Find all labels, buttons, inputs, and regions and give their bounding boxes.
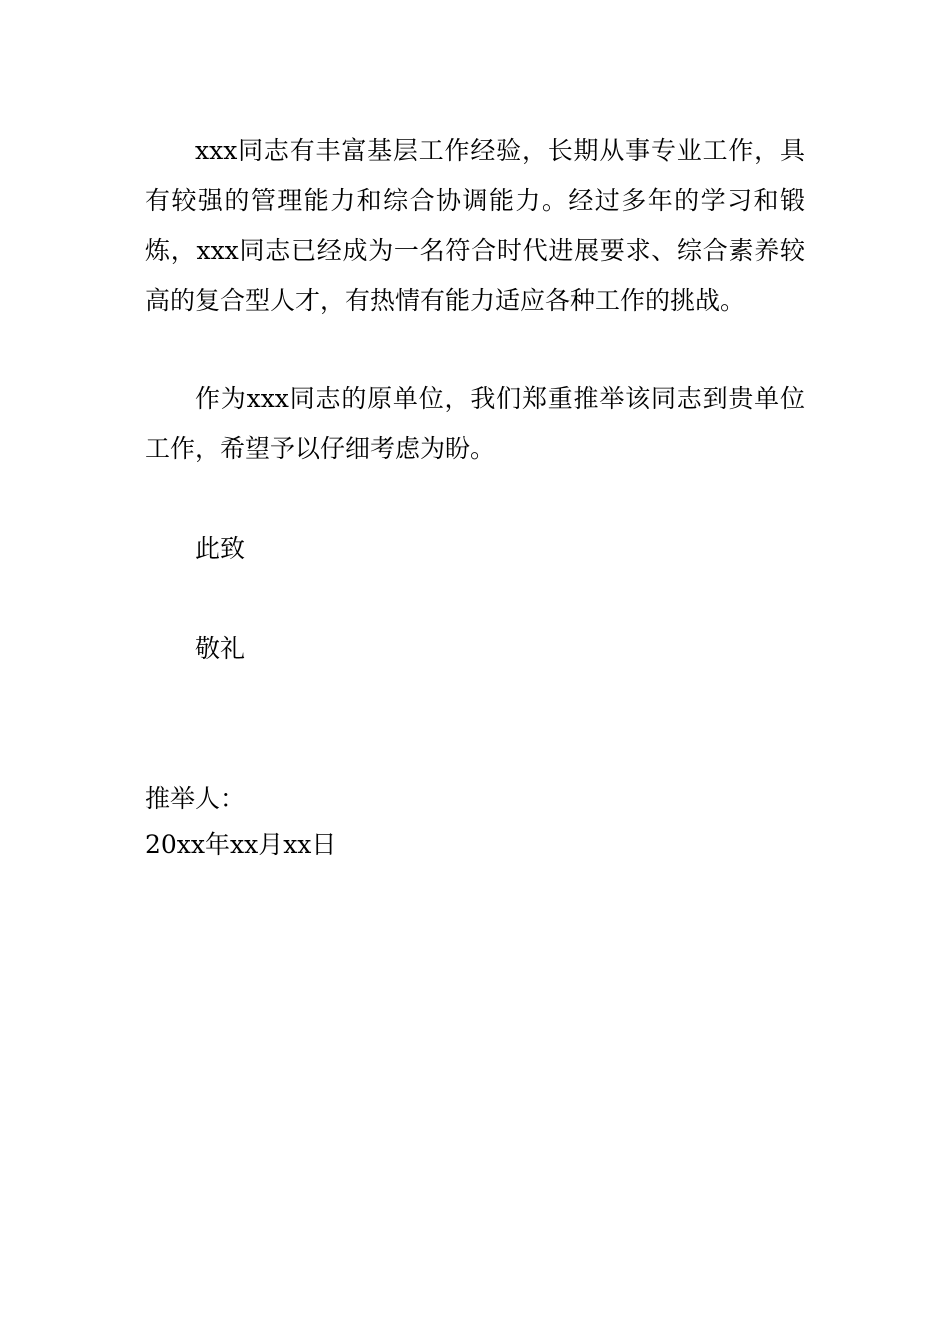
signature-date: 20xx年xx月xx日 — [145, 830, 337, 859]
closing-regards: 敬礼 — [195, 634, 246, 663]
body-paragraph-qualifications: xxx同志有丰富基层工作经验，长期从事专业工作，具有较强的管理能力和综合协调能力。经过多年的学习和锻炼，xxx同志已经成为一名符合时代进展要求、综合素养较高的复合型人才，有热情有能力适应各种工作的挑战。 — [145, 136, 805, 315]
closing-salutation: 此致 — [195, 534, 246, 563]
body-paragraph-recommendation: 作为xxx同志的原单位，我们郑重推举该同志到贵单位工作，希望予以仔细考虑为盼。 — [145, 384, 805, 463]
recommender-label: 推举人： — [145, 784, 246, 813]
